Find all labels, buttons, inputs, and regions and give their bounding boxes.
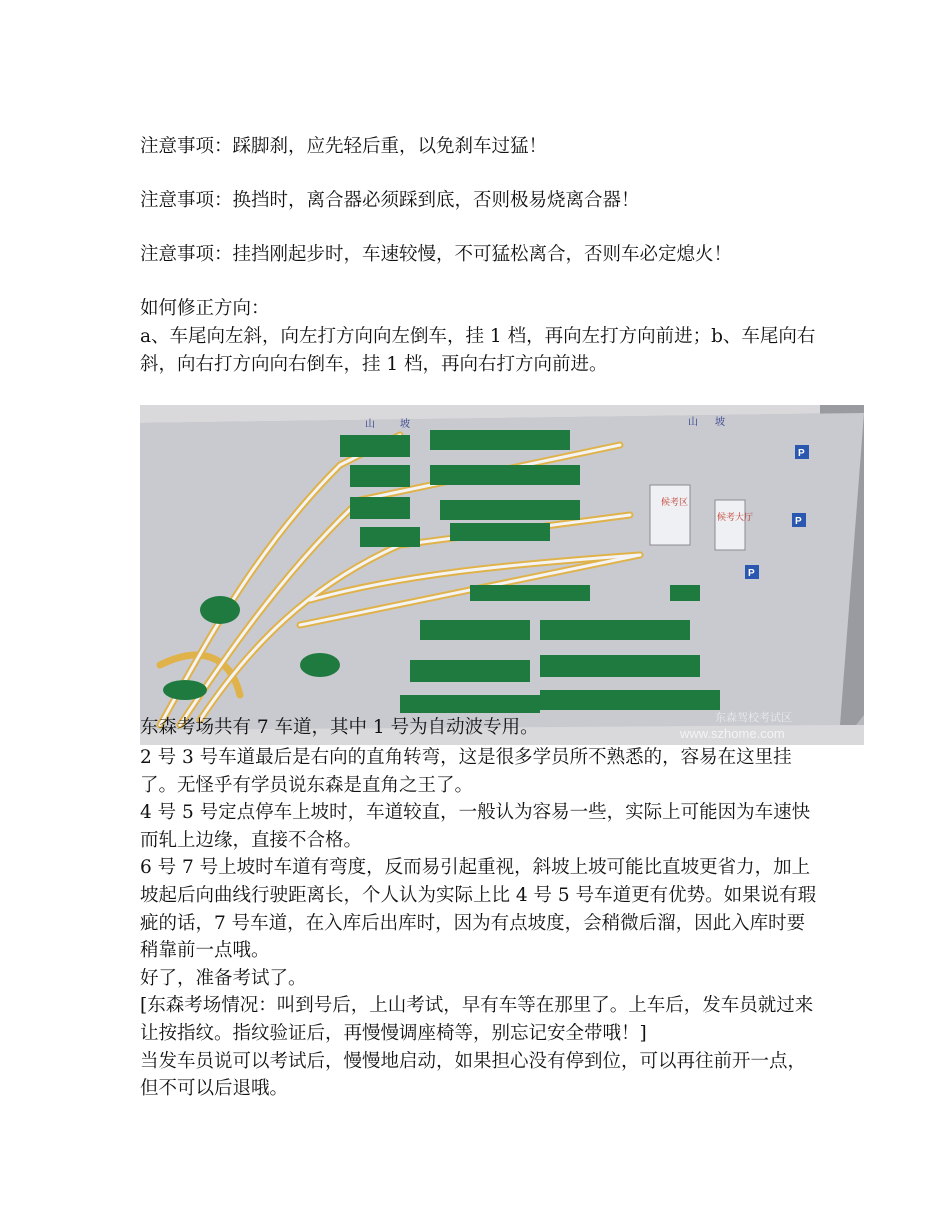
note-start: 注意事项：挂挡刚起步时，车速较慢，不可猛松离合，否则车必定熄火！ bbox=[140, 244, 733, 265]
map-label-mountain: 山 bbox=[365, 419, 375, 430]
correction-body: a、车尾向左斜，向左打方向向左倒车，挂 1 档，再向左打方向前进；b、车尾向右斜，向右打方向向右倒车，挂 1 档，再向右打方向前进。 bbox=[140, 326, 816, 375]
map-label-slope: 坡 bbox=[715, 417, 725, 428]
paragraph: 2 号 3 号车道最后是右向的直角转弯，这是很多学员所不熟悉的，容易在这里挂了。无怪乎有学员说东森是直角之王了。 bbox=[140, 747, 792, 796]
building-label: 候考区 bbox=[661, 498, 689, 508]
paragraph: 好了，准备考试了。 bbox=[140, 967, 307, 989]
paragraph: 当发车员说可以考试后，慢慢地启动，如果担心没有停到位，可以再往前开一点，但不可以后退哦。 bbox=[140, 1050, 807, 1100]
correction-heading: 如何修正方向： bbox=[140, 298, 270, 319]
building-label: 候考大厅 bbox=[717, 513, 754, 523]
paragraph: 6 号 7 号上坡时车道有弯度，反而易引起重视，斜坡上坡可能比直坡更省力，加上坡起后向曲线行驶距离长，个人认为实际上比 4 号 5 号车道更有优势。如果说有瑕疵的话，7 号车道，在入库后出库时，因为有点坡度，会稍微后溜，因此入库时要稍靠前一点哦。 bbox=[140, 857, 817, 962]
article-body bbox=[140, 744, 820, 1103]
paragraph: [东森考场情况：叫到号后，上山考试，早有车等在那里了。上车后，发车员就过来让按指纹。指纹验证后，再慢慢调座椅等，别忘记安全带哦！] bbox=[140, 995, 814, 1044]
exam-site-map-photo bbox=[140, 405, 864, 745]
parking-sign: P bbox=[798, 448, 805, 459]
map-label-slope: 坡 bbox=[400, 419, 410, 430]
note-brake: 注意事项：踩脚刹，应先轻后重，以免刹车过猛！ bbox=[140, 136, 548, 157]
paragraph: 4 号 5 号定点停车上坡时，车道较直，一般认为容易一些，实际上可能因为车速快而轧上边缘，直接不合格。 bbox=[140, 802, 811, 851]
parking-sign: P bbox=[795, 516, 802, 527]
watermark: 东森驾校考试区 bbox=[715, 711, 792, 724]
watermark: www.szhome.com bbox=[680, 726, 785, 741]
lanes-intro: 东森考场共有 7 车道，其中 1 号为自动波专用。 bbox=[140, 717, 539, 738]
parking-sign: P bbox=[748, 568, 755, 579]
map-label-mountain: 山 bbox=[688, 417, 698, 428]
note-clutch: 注意事项：换挡时，离合器必须踩到底，否则极易烧离合器！ bbox=[140, 190, 640, 211]
